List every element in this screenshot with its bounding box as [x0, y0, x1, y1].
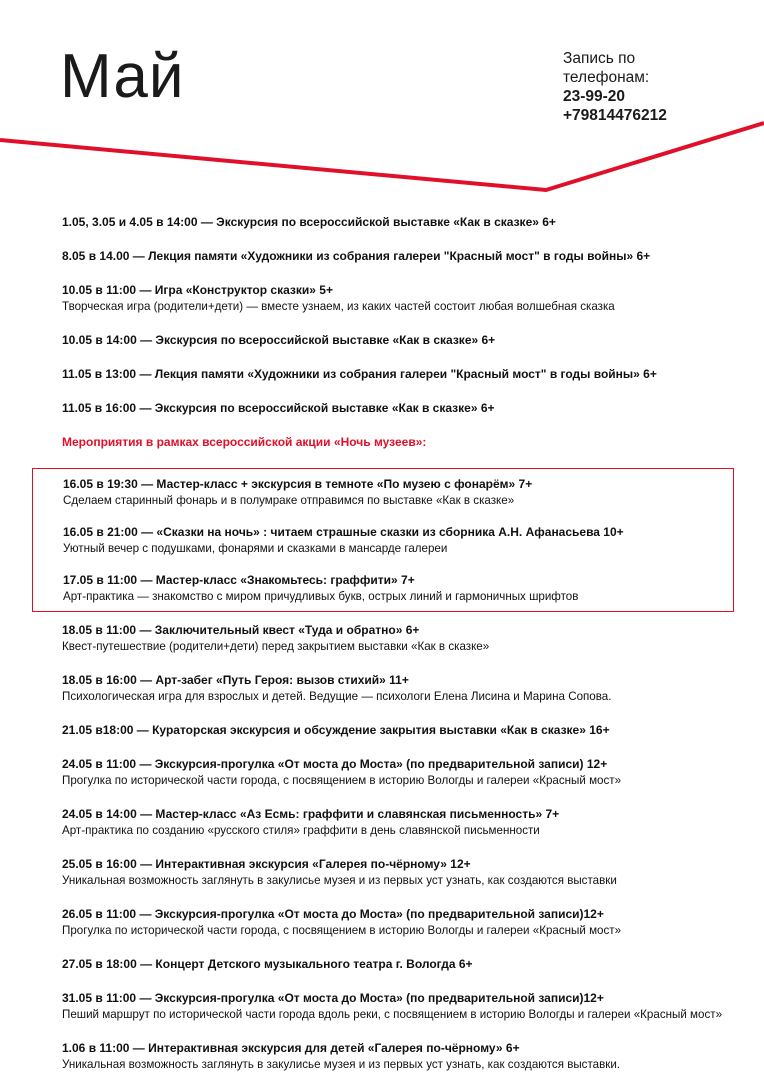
event-description: Сделаем старинный фонарь и в полумраке отправимся по выставке «Как в сказке» — [63, 494, 515, 507]
event-description: Арт-практика — знакомство с миром причудливых букв, острых линий и гармоничных шрифтов — [63, 590, 579, 603]
night-of-museums-heading: Мероприятия в рамках всероссийской акции «Ночь музеев»: — [62, 435, 427, 449]
event-title: 25.05 в 16:00 — Интерактивная экскурсия «Галерея по-чёрному» 12+ — [62, 857, 471, 871]
event-title: 31.05 в 11:00 — Экскурсия-прогулка «От моста до Моста» (по предварительной записи)12+ — [62, 991, 604, 1005]
event-item — [62, 806, 742, 839]
event-item — [62, 622, 742, 655]
contact-label-line2: телефонам: — [563, 69, 650, 86]
event-title: 24.05 в 11:00 — Экскурсия-прогулка «От моста до Моста» (по предварительной записи) 12+ — [62, 757, 608, 771]
event-title: 8.05 в 14.00 — Лекция памяти «Художники из собрания галереи "Красный мост" в годы войны» 6+ — [62, 249, 651, 263]
event-description: Уникальная возможность заглянуть в закулисье музея и из первых уст узнать, как создаются выставки. — [62, 1058, 621, 1071]
event-title: 21.05 в18:00 — Кураторская экскурсия и обсуждение закрытия выставки «Как в сказке» 16+ — [62, 723, 610, 737]
event-item — [62, 214, 742, 231]
event-item — [62, 756, 742, 789]
event-title: 11.05 в 13:00 — Лекция памяти «Художники из собрания галереи "Красный мост" в годы войны» 6+ — [62, 367, 657, 381]
contact-label-line1: Запись по — [563, 50, 636, 67]
event-title: 11.05 в 16:00 — Экскурсия по всероссийской выставке «Как в сказке» 6+ — [62, 401, 495, 415]
events-list — [62, 214, 742, 1090]
event-title: 16.05 в 19:30 — Мастер-класс + экскурсия в темноте «По музею с фонарём» 7+ — [63, 477, 533, 491]
event-title: 24.05 в 14:00 — Мастер-класс «Аз Есмь: граффити и славянская письменность» 7+ — [62, 807, 560, 821]
event-item — [62, 400, 742, 417]
events-after-group — [62, 622, 742, 1073]
page-title: Май — [60, 42, 185, 111]
night-of-museums-box — [32, 468, 734, 612]
event-item — [62, 956, 742, 973]
event-title: 1.06 в 11:00 — Интерактивная экскурсия для детей «Галерея по-чёрному» 6+ — [62, 1041, 520, 1055]
event-item — [62, 332, 742, 349]
event-description: Пеший маршрут по исторической части города вдоль реки, с посвящением в историю Вологды и галереи «Красный мост» — [62, 1008, 723, 1021]
decorative-red-line — [0, 110, 764, 200]
event-description: Уникальная возможность заглянуть в закулисье музея и из первых уст узнать, как создаются выставки — [62, 874, 617, 887]
event-item — [62, 856, 742, 889]
event-title: 17.05 в 11:00 — Мастер-класс «Знакомьтесь: граффити» 7+ — [63, 573, 415, 587]
event-item — [62, 722, 742, 739]
event-title: 26.05 в 11:00 — Экскурсия-прогулка «От моста до Моста» (по предварительной записи)12+ — [62, 907, 604, 921]
event-item — [63, 524, 723, 557]
event-description: Психологическая игра для взрослых и детей. Ведущие — психологи Елена Лисина и Марина Сопова. — [62, 690, 612, 703]
event-item — [62, 672, 742, 705]
event-description: Уютный вечер с подушками, фонарями и сказками в мансарде галереи — [63, 542, 448, 555]
event-title: 10.05 в 11:00 — Игра «Конструктор сказки» 5+ — [62, 283, 333, 297]
events-before-group — [62, 214, 742, 417]
event-title: 18.05 в 16:00 — Арт-забег «Путь Героя: вызов стихий» 11+ — [62, 673, 409, 687]
event-item — [62, 282, 742, 315]
event-item — [63, 476, 723, 509]
phone-number-1: 23-99-20 — [563, 88, 626, 105]
event-description: Прогулка по исторической части города, с посвящением в историю Вологды и галереи «Красный мост» — [62, 774, 622, 787]
event-item — [62, 906, 742, 939]
event-item — [63, 572, 723, 605]
phone-number-2: +79814476212 — [563, 107, 667, 124]
event-item — [62, 990, 742, 1023]
event-item — [62, 248, 742, 265]
event-description: Квест-путешествие (родители+дети) перед закрытием выставки «Как в сказке» — [62, 640, 490, 653]
event-description: Прогулка по исторической части города, с посвящением в историю Вологды и галереи «Красный мост» — [62, 924, 622, 937]
event-description: Арт-практика по созданию «русского стиля» граффити в день славянской письменности — [62, 824, 540, 837]
event-description: Творческая игра (родители+дети) — вместе узнаем, из каких частей состоит любая волшебная сказка — [62, 300, 615, 313]
event-item — [62, 1040, 742, 1073]
event-title: 16.05 в 21:00 — «Сказки на ночь» : читаем страшные сказки из сборника А.Н. Афанасьева 10+ — [63, 525, 624, 539]
event-title: 18.05 в 11:00 — Заключительный квест «Туда и обратно» 6+ — [62, 623, 420, 637]
event-title: 27.05 в 18:00 — Концерт Детского музыкального театра г. Вологда 6+ — [62, 957, 473, 971]
event-title: 10.05 в 14:00 — Экскурсия по всероссийской выставке «Как в сказке» 6+ — [62, 333, 496, 347]
event-title: 1.05, 3.05 и 4.05 в 14:00 — Экскурсия по всероссийской выставке «Как в сказке» 6+ — [62, 215, 556, 229]
red-line-stroke — [0, 123, 764, 190]
event-item — [62, 366, 742, 383]
